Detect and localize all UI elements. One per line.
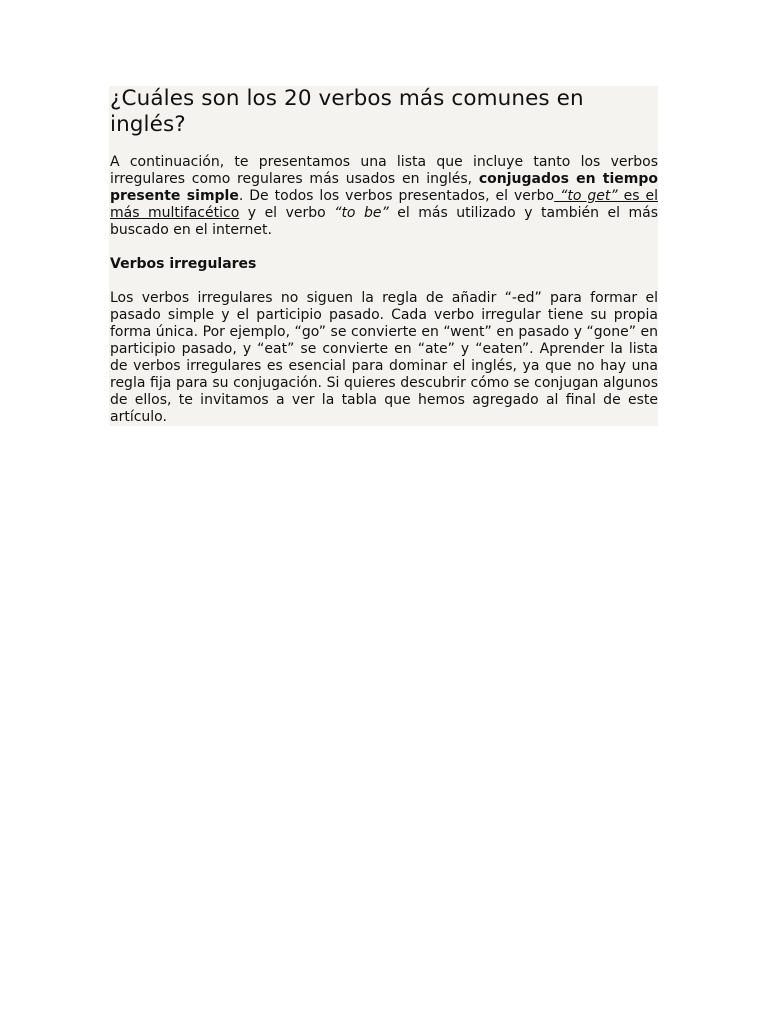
article-block	[109, 86, 658, 426]
section-heading: Verbos irregulares	[110, 256, 257, 272]
intro-bold-text: conjugados en tiempo presente simple	[110, 171, 658, 204]
article-title: ¿Cuáles son los 20 verbos más comunes en inglés?	[110, 86, 584, 137]
intro-text-2: . De todos los verbos presentados, el verbo	[238, 188, 555, 204]
to-get-italic[interactable]: “to get”	[554, 188, 618, 204]
intro-text-1: A continuación, te presentamos una lista que incluye tanto los verbos irregulares como regulares más usados en inglés,	[110, 154, 658, 187]
intro-text-4: el más utilizado y también el más buscado en el internet.	[110, 205, 659, 238]
to-be-italic: “to be”	[334, 205, 389, 221]
section-paragraph: Los verbos irregulares no siguen la regla de añadir “-ed” para formar el pasado simple y el participio pasado. Cada verbo irregular tiene su propia forma única. Por ejemplo, “go” se convierte en “went” en pasado y “gone” en participio pasado, y “eat” se convierte en “ate” y “eaten”. Aprender la lista de verbos irregulares es esencial para dominar el inglés, ya que no hay una regla fija para su conjugación. Si quieres descubrir cómo se conjugan algunos de ellos, te invitamos a ver la tabla que hemos agregado al final de este artículo.	[110, 290, 658, 425]
intro-paragraph	[110, 154, 658, 239]
to-get-link-rest[interactable]: es el más multifacético	[110, 188, 658, 221]
intro-text-3: y el verbo	[239, 205, 335, 221]
